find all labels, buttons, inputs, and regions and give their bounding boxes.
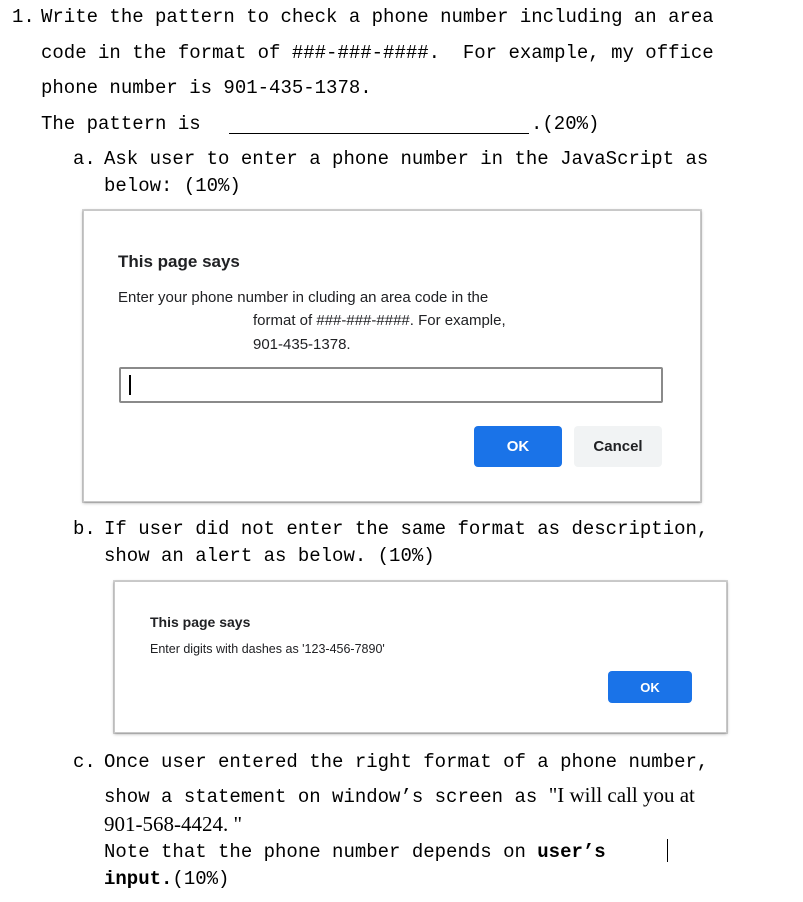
prompt-dialog-message-3: 901-435-1378.	[253, 336, 351, 353]
part-b-line-2: show an alert as below. (10%)	[104, 545, 435, 567]
question-line-2: code in the format of ###-###-####. For example, my office	[41, 42, 714, 64]
part-a-line-1: Ask user to enter a phone number in the JavaScript as	[104, 148, 709, 170]
ok-button[interactable]: OK	[474, 426, 562, 467]
pattern-prefix: The pattern is	[41, 113, 213, 135]
text-caret	[129, 375, 131, 395]
text-cursor-mark	[667, 839, 668, 862]
prompt-input[interactable]	[119, 367, 663, 403]
part-c-line-1: Once user entered the right format of a phone number,	[104, 751, 709, 773]
pattern-answer-blank[interactable]	[229, 133, 529, 134]
question-line-1: Write the pattern to check a phone number including an area	[41, 6, 714, 28]
part-c-note: Note that the phone number depends on	[104, 841, 538, 863]
prompt-dialog	[83, 210, 701, 502]
part-c-line-2	[104, 785, 695, 807]
part-c-line-4	[104, 843, 606, 862]
part-b-line-1: If user did not enter the same format as description,	[104, 518, 709, 540]
pattern-suffix: .(20%)	[531, 113, 600, 135]
part-c-input-bold: input.	[104, 868, 173, 890]
statement-quote-end: 901-568-4424. "	[104, 812, 243, 836]
prompt-dialog-message-1: Enter your phone number in cluding an area code in the	[118, 289, 489, 306]
cancel-button[interactable]: Cancel	[574, 426, 662, 467]
part-a-marker: a.	[73, 148, 96, 170]
question-line-3: phone number is 901-435-1378.	[41, 77, 372, 99]
part-c-note-bold: user’s	[537, 841, 606, 863]
prompt-dialog-message-2: format of ###-###-####. For example,	[253, 312, 506, 329]
statement-quote-start: "I will call you at	[548, 783, 695, 807]
prompt-dialog-title: This page says	[118, 252, 240, 271]
part-c-marker: c.	[73, 751, 96, 773]
part-c-line-5	[104, 870, 229, 889]
part-b-marker: b.	[73, 518, 96, 540]
part-a-line-2: below: (10%)	[104, 175, 241, 197]
part-c-points: (10%)	[172, 868, 230, 890]
question-number: 1.	[12, 6, 35, 28]
part-c-line-2-text: show a statement on window’s screen as	[104, 786, 549, 808]
alert-ok-button[interactable]: OK	[608, 671, 692, 703]
alert-dialog	[114, 581, 727, 733]
alert-dialog-message: Enter digits with dashes as '123-456-7890'	[150, 642, 385, 656]
alert-dialog-title: This page says	[150, 614, 251, 630]
